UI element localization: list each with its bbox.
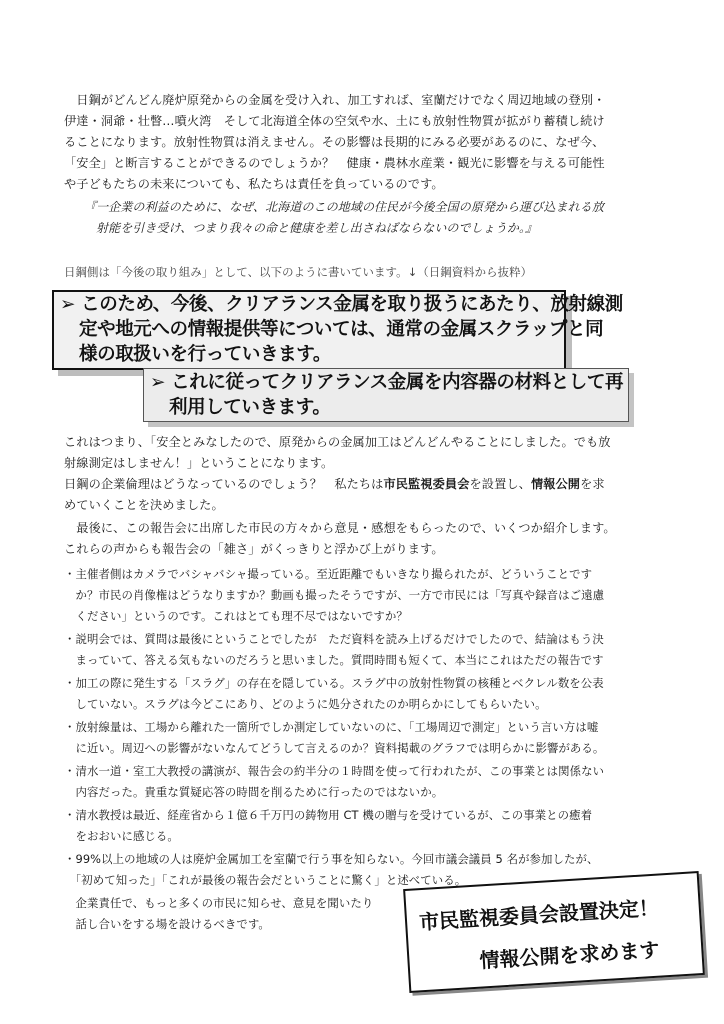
committee-callout-box xyxy=(403,871,705,993)
quote-line-2: 射能を引き受け、つまり我々の命と健康を差し出さねばならないのでしょうか。』 xyxy=(96,221,538,235)
comment-line: 企業責任で、もっと多くの市民に知らせ、意見を聞いたり xyxy=(64,896,374,910)
p2-line-2: めていくことを決めました。 xyxy=(64,498,224,512)
p2-line-1 xyxy=(64,476,605,493)
p2-text-c: を設置し、 xyxy=(469,477,531,491)
excerpt-box-2-line-1: ➢ これに従ってクリアランス金属を内容器の材料として再 xyxy=(150,372,624,393)
comment-line: か？市民の肖像権はどうなりますか？動画も撮ったそうですが、一方で市民には「写真や録音はご遠慮 xyxy=(64,588,605,602)
p2-text-e: を求 xyxy=(580,477,605,491)
intro-line-2: 伊達・洞爺・壮瞥…噴火湾 そして北海道全体の空気や水、土にも放射性物質が拡がり蓄積し続け xyxy=(64,114,605,128)
intro-line-4: 「安全」と断言することができるのでしょうか？ 健康・農林水産業・観光に影響を与える可能性 xyxy=(64,156,605,170)
p2-text-a: 日鋼の企業倫理はどうなっているのでしょう？ 私たちは xyxy=(64,477,384,491)
intro-line-5: や子どもたちの未来についても、私たちは責任を負っているのです。 xyxy=(64,177,444,191)
nikko-note: 日鋼側は「今後の取り組み」として、以下のように書いています。↓（日鋼資料から抜粋） xyxy=(64,265,533,279)
excerpt-box-1-line-1: ➢ このため、今後、クリアランス金属を取り扱うにあたり、放射線測 xyxy=(60,294,623,315)
intro-line-1: 日鋼がどんどん廃炉原発からの金属を受け入れ、加工すれば、室蘭だけでなく周辺地域の登別・ xyxy=(64,93,606,107)
callout-line-2: 情報公開を求めます xyxy=(478,937,661,973)
comment-line: ください」というのです。これはとても理不尽ではないですか？ xyxy=(64,609,408,623)
p1-line-1: これはつまり、「安全とみなしたので、原発からの金属加工はどんどんやることにしました。でも放 xyxy=(64,435,611,449)
excerpt-box-1-line-3: 様の取扱いを行っていきます。 xyxy=(79,344,331,365)
comment-line: ・放射線量は、工場から離れた一箇所でしか測定していないのに、「工場周辺で測定」という言い方は嘘 xyxy=(64,720,599,734)
excerpt-box-1 xyxy=(52,290,623,370)
intro-line-3: ることになります。放射性物質は消えません。その影響は長期的にみる必要があるのに、なぜ今、 xyxy=(64,135,605,149)
comment-line: 「初めて知った」「これが最後の報告会だということに驚く」と述べている。 xyxy=(64,873,467,887)
comment-line: ・清水一道・室工大教授の講演が、報告会の約半分の１時間を使って行われたが、この事業とは関係ない xyxy=(64,764,605,778)
callout-line-1: 市民監視委員会設置決定！ xyxy=(418,895,660,935)
comment-line: ・加工の際に発生する「スラグ」の存在を隠している。スラグ中の放射性物質の核種とベクレル数を公表 xyxy=(64,676,604,690)
excerpt-box-1-line-2: 定や地元への情報提供等については、通常の金属スクラップと同 xyxy=(79,319,604,340)
comment-line: 話し合いをする場を設けるべきです。 xyxy=(64,917,270,931)
comment-line: していない。スラグは今どこにあり、どのように処分されたのか明らかにしてもらいたい。 xyxy=(64,697,547,711)
p3-line-2: これらの声からも報告会の「雑さ」がくっきりと浮かび上がります。 xyxy=(64,542,444,556)
quote-line-1: 『一企業の利益のために、なぜ、北海道のこの地域の住民が今後全国の原発から運び込まれる放 xyxy=(84,200,604,214)
citizen-committee-highlight: 市民監視委員会 xyxy=(383,477,470,491)
p3-line-1: 最後に、この報告会に出席した市民の方々から意見・感想をもらったので、いくつか紹介します。 xyxy=(64,521,616,535)
excerpt-box-2 xyxy=(143,368,629,422)
comment-line: をおおいに感じる。 xyxy=(64,829,179,843)
comment-line: 内容だった。貴重な質疑応答の時間を削るために行ったのではないか。 xyxy=(64,785,444,799)
comment-line: ・清水教授は最近、経産省から１億６千万円の鋳物用 CT 機の贈与を受けているが、この事業との癒着 xyxy=(64,808,593,822)
excerpt-box-2-line-2: 利用していきます。 xyxy=(169,397,331,418)
disclosure-highlight: 情報公開 xyxy=(530,477,581,491)
comment-line: ・説明会では、質問は最後にということでしたが ただ資料を読み上げるだけでしたので、結論はもう決 xyxy=(64,632,604,646)
comment-line: に近い。周辺への影響がないなんてどうして言えるのか？資料掲載のグラフでは明らかに影響がある。 xyxy=(64,741,605,755)
comment-line: まっていて、答える気もないのだろうと思いました。質問時間も短くて、本当にこれはただの報告です xyxy=(64,653,604,667)
p1-line-2: 射線測定はしません！」ということになります。 xyxy=(64,456,334,470)
comment-line: ・主催者側はカメラでバシャバシャ撮っている。至近距離でもいきなり撮られたが、どういうことです xyxy=(64,567,593,581)
comment-line: ・99%以上の地域の人は廃炉金属加工を室蘭で行う事を知らない。今回市議会議員 5 名が参加したが、 xyxy=(64,852,599,866)
